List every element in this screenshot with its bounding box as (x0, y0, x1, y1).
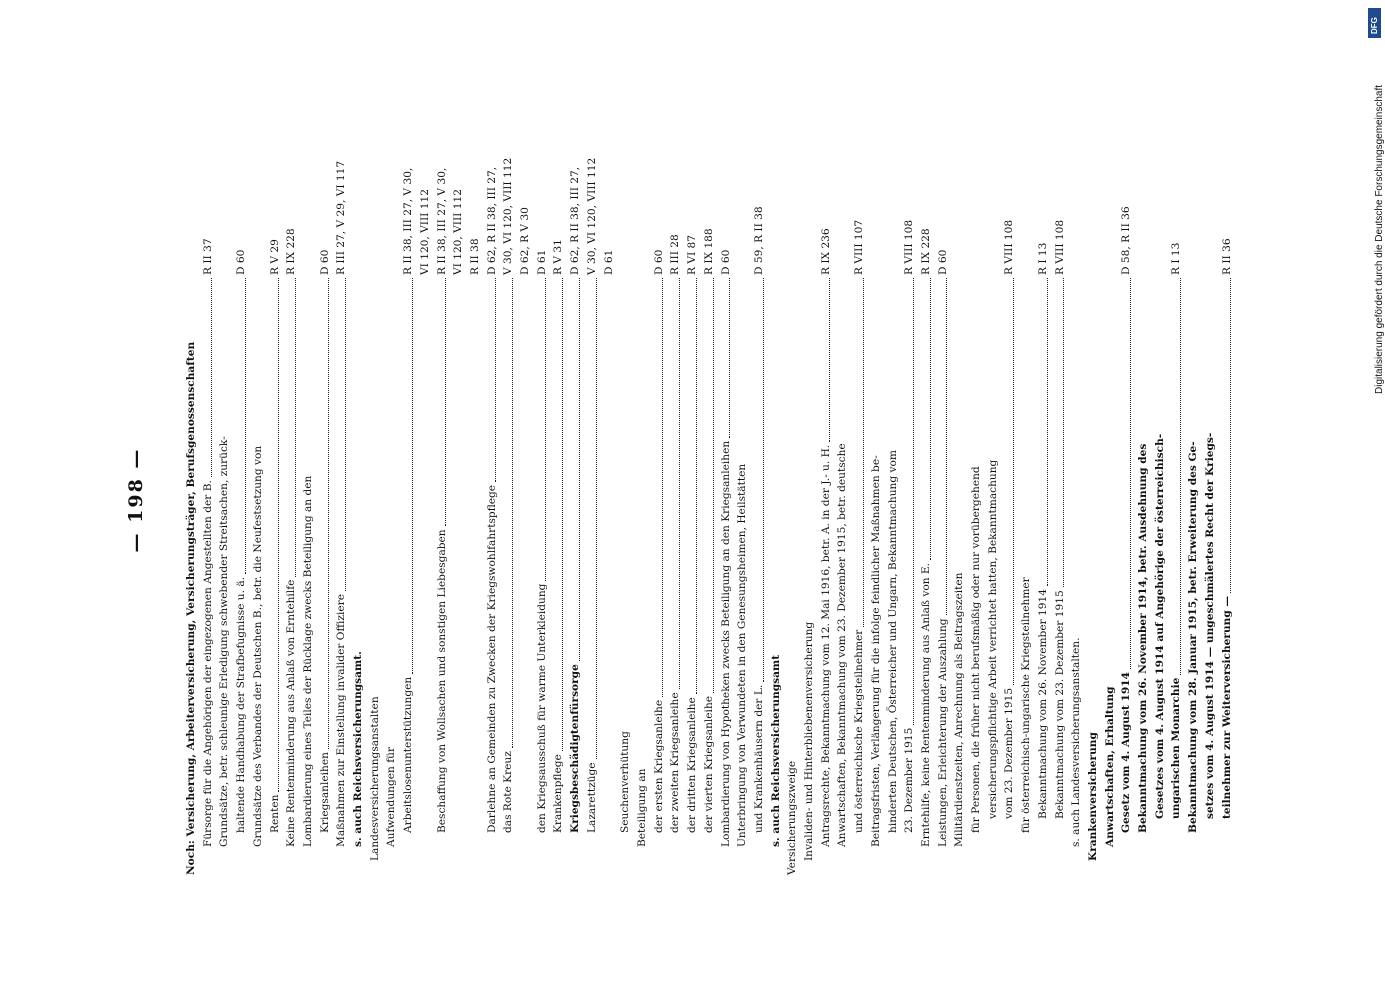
index-entry (885, 125, 902, 875)
entry-text: Landesversicherungsanstalten (368, 696, 381, 861)
index-entry (383, 125, 400, 875)
index-entry (684, 125, 701, 875)
index-entry (601, 125, 618, 875)
entry-text: Darlehne an Gemeinden zu Zwecken der Kriegswohlfahrtspflege (485, 484, 498, 833)
entry-reference: R V 31 (552, 239, 565, 275)
entry-reference: R II 37 (201, 238, 214, 275)
leader-dots (696, 278, 697, 694)
index-entry (267, 125, 284, 875)
entry-text: Grundsätze, betr. schleunige Erledigung schwebender Streitsachen, zurück- (218, 436, 231, 847)
index-entry (500, 125, 517, 875)
index-entry (667, 125, 684, 875)
leader-dots (278, 278, 279, 792)
leader-dots (763, 278, 764, 682)
index-entry (1219, 125, 1236, 875)
index-entry (1001, 125, 1018, 875)
entry-text: Lombardierung von Hypotheken zwecks Beteiligung an den Kriegsanleihen (719, 440, 732, 847)
dfg-logo: DFG (1368, 8, 1381, 38)
entry-reference: VI 120, VIII 112 (418, 189, 431, 275)
index-entry (801, 125, 818, 875)
entry-text: versicherungspflichtige Arbeit verrichtet hatten, Bekanntmachung (986, 459, 999, 819)
index-entry (968, 125, 985, 875)
index-entry (233, 125, 250, 875)
index-entry (1118, 125, 1135, 875)
entry-text: s. auch Landesversicherungsanstalten. (1070, 637, 1083, 847)
entry-text: Bekanntmachung vom 23. Dezember 1915 (1053, 590, 1066, 819)
entry-text: Gesetz vom 4. August 1914 (1120, 671, 1133, 833)
entry-text: Maßnahmen zur Einstellung invalider Offiziere (335, 594, 348, 847)
index-entry (951, 125, 968, 875)
entry-text: und Krankenhäusern der L. (752, 684, 765, 833)
entry-text: s. auch Reichsversicherungsamt (769, 654, 782, 847)
entry-text: Militärdienstzeiten, Anrechnung als Beitragszeiten (953, 572, 966, 847)
entry-reference: R II 38, III 27, V 30, (402, 167, 415, 275)
entry-reference: D 60 (318, 249, 331, 275)
entry-text: Bekanntmachung vom 26. November 1914, betr. Ausdehnung des (1137, 443, 1150, 833)
entry-text: Krankenpflege (552, 754, 565, 833)
index-entry (417, 125, 434, 875)
index-entry (550, 125, 567, 875)
index-entry (918, 125, 935, 875)
entry-text: und österreichische Kriegsteilnehmer (853, 629, 866, 833)
entry-reference: R II 36 (1220, 238, 1233, 275)
entry-reference: D 62, R II 38, III 27, (569, 166, 582, 275)
index-entry (467, 125, 484, 875)
index-entry (367, 125, 384, 875)
entry-text: der dritten Kriegsanleihe (686, 697, 699, 833)
index-entry (751, 125, 768, 875)
index-entry (651, 125, 668, 875)
entry-text: Leistungen, Erleichterung der Auszahlung (936, 618, 949, 847)
index-entry (1185, 125, 1202, 875)
entry-text: ungarischen Monarchie (1170, 677, 1183, 819)
entry-reference: V 30, VI 120, VIII 112 (585, 157, 598, 275)
index-entry (818, 125, 835, 875)
entry-text: 23. Dezember 1915 (903, 727, 916, 833)
entry-reference: R VI 87 (686, 234, 699, 275)
entry-reference: D 58, R II 36 (1120, 206, 1133, 275)
entry-reference: R VIII 107 (853, 219, 866, 275)
entry-text: Kriegsanleihen (318, 752, 331, 833)
index-entry (317, 125, 334, 875)
entry-text: Arbeitslosenunterstützungen (402, 676, 415, 833)
entry-text: den Kriegsausschuß für warme Unterkleidung (535, 583, 548, 833)
entry-text: Anwartschaften, Erhaltung (1103, 686, 1116, 847)
entry-reference: R VIII 108 (903, 219, 916, 275)
index-entry (617, 125, 634, 875)
entry-text: haltende Handhabung der Strafbefugnisse u. ä. (235, 576, 248, 833)
entry-text: der vierten Kriegsanleihe (702, 695, 715, 833)
entry-reference: D 62, R II 38, III 27, (485, 166, 498, 275)
index-entry (734, 125, 751, 875)
index-entry (216, 125, 233, 875)
index-entry (1152, 125, 1169, 875)
index-entry (1035, 125, 1052, 875)
entry-reference: VI 120, VIII 112 (452, 189, 465, 275)
entry-text: Invaliden- und Hinterbliebenenversicherung (803, 621, 816, 861)
index-entry (567, 125, 584, 875)
entry-text: vom 23. Dezember 1915 (1003, 687, 1016, 819)
leader-dots (729, 278, 730, 438)
leader-dots (579, 278, 580, 661)
entry-text: Versicherungszweige (786, 760, 799, 875)
entry-text: für Personen, die früher nicht berufsmäßig oder nur vorübergehend (970, 466, 983, 833)
index-entry (1102, 125, 1119, 875)
index-entry (1135, 125, 1152, 875)
index-entry (200, 125, 217, 875)
entry-reference: R VIII 108 (1053, 219, 1066, 275)
entry-text: das Rote Kreuz (502, 751, 515, 833)
leader-dots (1013, 278, 1014, 685)
index-entry (1052, 125, 1069, 875)
entry-reference: R IX 228 (919, 228, 932, 275)
index-entry (350, 125, 367, 875)
index-entry (183, 125, 200, 875)
entry-text: Antragsrechte, Bekanntmachung vom 12. Mai 1916, betr. A. in der J.- u. H. (819, 444, 832, 847)
leader-dots (412, 278, 413, 674)
leader-dots (512, 278, 513, 748)
entry-reference: R III 27, V 29, VI 117 (335, 160, 348, 275)
entry-reference: R I 13 (1170, 242, 1183, 275)
entry-text: Anwartschaften, Bekanntmachung vom 23. Dezember 1915, betr. deutsche (836, 443, 849, 847)
entry-text: Beteiligung an (635, 768, 648, 847)
entry-reference: R II 38 (468, 238, 481, 275)
index-entry (250, 125, 267, 875)
entry-text: Kriegsbeschädigtenfürsorge (569, 664, 582, 833)
entry-reference: R II 38, III 27, V 30, (435, 167, 448, 275)
index-entry (868, 125, 885, 875)
index-entry (634, 125, 651, 875)
leader-dots (1063, 278, 1064, 587)
entry-text: Bekanntmachung vom 28. Januar 1915, betr. Erweiterung des Ge- (1187, 441, 1200, 833)
index-entry (1018, 125, 1035, 875)
index-entry (985, 125, 1002, 875)
index-entry (400, 125, 417, 875)
index-entry (768, 125, 785, 875)
entry-text: Beschaffung von Wollsachen und sonstigen Liebesgaben (435, 529, 448, 833)
entry-text: Renten (268, 794, 281, 833)
entry-text: Gesetzes vom 4. August 1914 auf Angehörige der österreichisch- (1153, 433, 1166, 819)
index-entry (517, 125, 534, 875)
entry-text: hinderten Deutschen, Österreicher und Ungarn, Bekanntmachung vom (886, 450, 899, 833)
index-entry (901, 125, 918, 875)
entry-text: Unterbringung von Verwundeten in den Genesungsheimen, Heilstätten (736, 463, 749, 847)
leader-dots (829, 278, 830, 442)
index-entry (784, 125, 801, 875)
index-entry (584, 125, 601, 875)
entry-text: s. auch Reichsversicherungsamt. (352, 651, 365, 847)
entry-text: Grundsätze des Verbandes der Deutschen B., betr. die Neufestsetzung von (251, 445, 264, 847)
leader-dots (662, 278, 663, 697)
entry-text: Bekanntmachung vom 26. November 1914 (1036, 589, 1049, 819)
leader-dots (1230, 278, 1231, 593)
leader-dots (679, 278, 680, 689)
entry-reference: R VIII 108 (1003, 219, 1016, 275)
leader-dots (930, 278, 931, 560)
leader-dots (913, 278, 914, 725)
entry-reference: R I 13 (1036, 242, 1049, 275)
entry-text: der zweiten Kriegsanleihe (669, 692, 682, 833)
scanned-page (125, 125, 1233, 875)
leader-dots (562, 278, 563, 751)
leader-dots (596, 278, 597, 759)
entry-reference: D 60 (652, 249, 665, 275)
entry-reference: R IX 236 (819, 228, 832, 275)
index-entries (183, 125, 1235, 875)
leader-dots (946, 278, 947, 615)
page-number: — 198 — (125, 447, 147, 553)
entry-text: Lombardierung eines Teiles der Rücklage zwecks Beteiligung an den (301, 475, 314, 847)
entry-text: Noch: Versicherung, Arbeiterversicherung, Versicherungsträger, Berufsgenossenschaften (185, 341, 197, 875)
entry-text: Seuchenverhütung (619, 731, 632, 833)
entry-text: für österreichisch-ungarische Kriegsteilnehmer (1020, 577, 1033, 833)
entry-reference: R IX 228 (285, 228, 298, 275)
index-entry (283, 125, 300, 875)
index-entry (300, 125, 317, 875)
digitization-note: Digitalisierung gefördert durch die Deutsche Forschungsgemeinschaft (1374, 84, 1385, 394)
entry-text: teilnehmer zur Weiterversicherung — (1220, 595, 1233, 819)
index-entry (534, 125, 551, 875)
index-entry (450, 125, 467, 875)
leader-dots (545, 278, 546, 581)
entry-reference: D 60 (936, 249, 949, 275)
entry-reference: D 61 (535, 249, 548, 275)
leader-dots (211, 278, 212, 477)
index-entry (701, 125, 718, 875)
index-entry (484, 125, 501, 875)
entry-text: Beitragsfristen, Verlängerung für die infolge feindlicher Maßnahmen be- (869, 455, 882, 847)
entry-reference: R III 28 (669, 234, 682, 275)
entry-reference: R IX 188 (702, 228, 715, 275)
entry-reference: D 60 (719, 249, 732, 275)
entry-reference: D 61 (602, 249, 615, 275)
leader-dots (345, 278, 346, 591)
entry-reference: V 30, VI 120, VIII 112 (502, 157, 515, 275)
leader-dots (245, 278, 246, 574)
entry-text: Lazarettzüge (585, 762, 598, 833)
leader-dots (713, 278, 714, 693)
leader-dots (1047, 278, 1048, 586)
entry-reference: D 62, R V 30 (519, 207, 532, 275)
entry-text: Krankenversicherung (1086, 732, 1099, 861)
leader-dots (863, 278, 864, 627)
index-entry (935, 125, 952, 875)
entry-text: der ersten Kriegsanleihe (652, 699, 665, 833)
entry-text: Keine Rentenminderung aus Anlaß von Erntehilfe (285, 579, 298, 847)
entry-text: Aufwendungen für (385, 746, 398, 847)
leader-dots (1180, 278, 1181, 675)
entry-text: setzes vom 4. August 1914 — ungeschmälertes Recht der Kriegs- (1203, 432, 1216, 819)
index-entry (718, 125, 735, 875)
rotated-page-content (125, 125, 1233, 875)
entry-text: Fürsorge für die Angehörigen der eingezogenen Angestellten der B. (201, 480, 214, 847)
index-entry (333, 125, 350, 875)
leader-dots (445, 278, 446, 526)
index-entry (834, 125, 851, 875)
index-entry (851, 125, 868, 875)
entry-reference: D 60 (235, 249, 248, 275)
index-entry (434, 125, 451, 875)
leader-dots (495, 278, 496, 482)
entry-reference: R V 29 (268, 239, 281, 275)
index-entry (1085, 125, 1102, 875)
leader-dots (1130, 278, 1131, 669)
entry-text: Erntehilfe, keine Rentenminderung aus Anlaß von E. (919, 562, 932, 847)
index-entry (1202, 125, 1219, 875)
entry-reference: D 59, R II 38 (752, 206, 765, 275)
index-entry (1168, 125, 1185, 875)
index-entry (1068, 125, 1085, 875)
leader-dots (295, 278, 296, 577)
leader-dots (328, 278, 329, 749)
